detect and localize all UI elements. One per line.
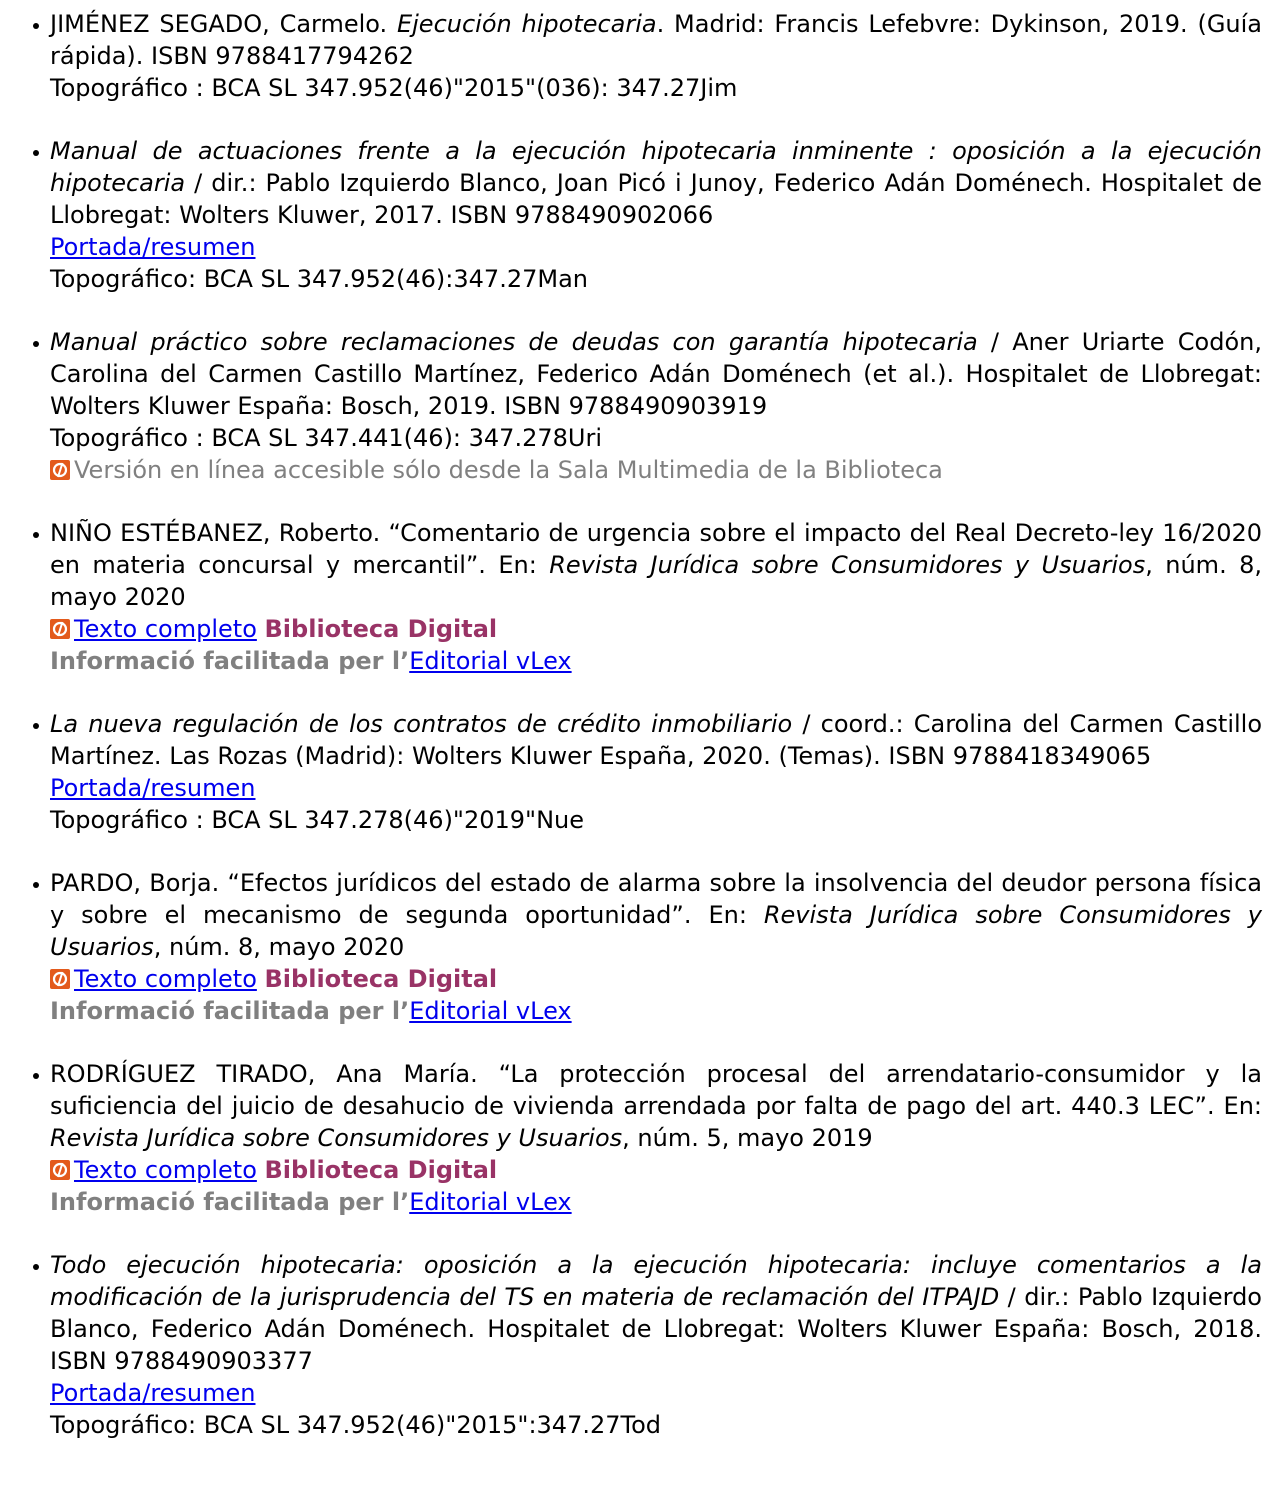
full-text-link[interactable]: Texto completo (74, 1156, 257, 1184)
entry-title: Ejecución hipotecaria (396, 10, 657, 38)
entry-journal: Revista Jurídica sobre Consumidores y Usuarios (50, 1124, 623, 1152)
entry-title: Manual de actuaciones frente a la ejecución hipotecaria inminente : oposición a la ejecución hipotecaria (50, 137, 1262, 197)
provider-note: Informació facilitada per l’ (50, 647, 410, 675)
digital-library-label: Biblioteca Digital (264, 615, 498, 643)
online-access-note: Versión en línea accesible sólo desde la Sala Multimedia de la Biblioteca (74, 456, 943, 484)
list-item (50, 517, 1262, 677)
entry-title: Todo ejecución hipotecaria: oposición a la ejecución hipotecaria: incluye comentarios a la modificación de la jurisprudencia del TS en materia de reclamación del ITPAJD (50, 1251, 1262, 1311)
provider-note: Informació facilitada per l’ (50, 1188, 410, 1216)
entry-details: / coord.: Carolina del Carmen Castillo Martínez. Las Rozas (Madrid): Wolters Kluwer España, 2020. (Temas). ISBN 9788418349065 (50, 710, 1263, 770)
list-item (50, 1249, 1262, 1441)
entry-journal: Revista Jurídica sobre Consumidores y Usuarios (50, 901, 1262, 961)
cover-summary-link[interactable]: Portada/resumen (50, 774, 256, 802)
entry-author: NIÑO ESTÉBANEZ, Roberto. “Comentario de urgencia sobre el impacto del Real Decreto-ley 16/2020 en materia concursal y mercantil”. En: (50, 519, 1262, 579)
full-text-link[interactable]: Texto completo (74, 965, 257, 993)
cover-summary-link[interactable]: Portada/resumen (50, 1379, 256, 1407)
entry-title: La nueva regulación de los contratos de crédito inmobiliario (50, 710, 793, 738)
entry-shelfmark: Topográfico : BCA SL 347.952(46)"2015"(036): 347.27Jim (50, 74, 738, 102)
entry-shelfmark: Topográfico : BCA SL 347.441(46): 347.278Uri (50, 424, 602, 452)
editorial-link[interactable]: Editorial vLex (409, 997, 572, 1025)
list-item (50, 1058, 1262, 1218)
provider-note: Informació facilitada per l’ (50, 997, 410, 1025)
entry-shelfmark: Topográfico: BCA SL 347.952(46):347.27Man (50, 265, 588, 293)
list-item (50, 8, 1262, 104)
cover-summary-link[interactable]: Portada/resumen (50, 233, 256, 261)
entry-shelfmark: Topográfico: BCA SL 347.952(46)"2015":347.27Tod (50, 1411, 662, 1439)
list-item (50, 867, 1262, 1027)
entry-journal: Revista Jurídica sobre Consumidores y Usuarios (549, 551, 1146, 579)
digital-library-label: Biblioteca Digital (264, 1156, 498, 1184)
ebook-e-icon (50, 619, 70, 639)
editorial-link[interactable]: Editorial vLex (409, 647, 572, 675)
editorial-link[interactable]: Editorial vLex (409, 1188, 572, 1216)
entry-details: , núm. 8, mayo 2020 (50, 551, 1262, 611)
entry-shelfmark: Topográfico : BCA SL 347.278(46)"2019"Nue (50, 806, 585, 834)
entry-details: / dir.: Pablo Izquierdo Blanco, Federico Adán Doménech. Hospitalet de Llobregat: Wolters Kluwer España: Bosch, 2018. ISBN 9788490903377 (50, 1283, 1262, 1375)
list-item (50, 708, 1262, 836)
entry-details: / Aner Uriarte Codón, Carolina del Carmen Castillo Martínez, Federico Adán Doménech (et al.). Hospitalet de Llobregat: Wolters Kluwer España: Bosch, 2019. ISBN 9788490903919 (50, 328, 1262, 420)
ebook-e-icon (50, 1160, 70, 1180)
entry-title: Manual práctico sobre reclamaciones de deudas con garantía hipotecaria (50, 328, 978, 356)
list-item (50, 326, 1262, 486)
digital-library-label: Biblioteca Digital (264, 965, 498, 993)
entry-author: RODRÍGUEZ TIRADO, Ana María. “La protección procesal del arrendatario-consumidor y la suficiencia del juicio de desahucio de vivienda arrendada por falta de pago del art. 440.3 LEC”. En: (50, 1060, 1262, 1120)
full-text-link[interactable]: Texto completo (74, 615, 257, 643)
entry-details: / dir.: Pablo Izquierdo Blanco, Joan Picó i Junoy, Federico Adán Doménech. Hospitalet de Llobregat: Wolters Kluwer, 2017. ISBN 9788490902066 (50, 169, 1262, 229)
entry-details: . Madrid: Francis Lefebvre: Dykinson, 2019. (Guía rápida). ISBN 9788417794262 (50, 10, 1262, 70)
entry-details: , núm. 5, mayo 2019 (622, 1124, 873, 1152)
entry-details: , núm. 8, mayo 2020 (153, 933, 405, 961)
entry-author: PARDO, Borja. “Efectos jurídicos del estado de alarma sobre la insolvencia del deudor persona física y sobre el mecanismo de segunda oportunidad”. En: (50, 869, 1262, 929)
ebook-e-icon (50, 460, 70, 480)
ebook-e-icon (50, 969, 70, 989)
list-item (50, 135, 1262, 295)
entry-author: JIMÉNEZ SEGADO, Carmelo. (50, 10, 397, 38)
